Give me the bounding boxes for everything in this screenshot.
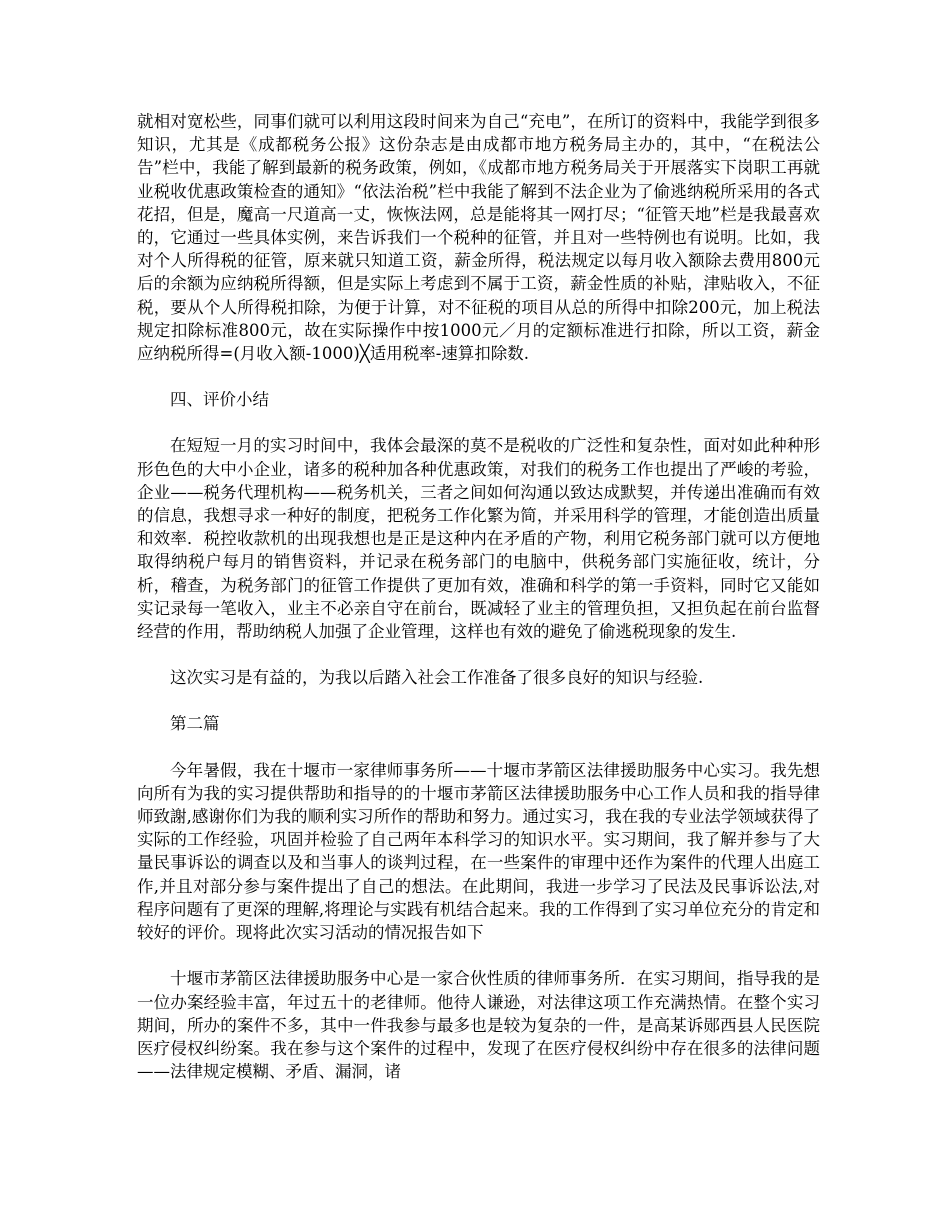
paragraph-gap	[137, 944, 820, 967]
section-heading-evaluation: 四、评价小结	[170, 390, 269, 410]
paragraph-evaluation-summary: 在短短一月的实习时间中，我体会最深的莫不是税收的广泛性和复杂性，面对如此种种形形色色的大中小企业，诸多的税种加各种优惠政策，对我们的税务工作也提出了严峻的考验，企业——税务代理机构——税务机关，三者之间如何沟通以致达成默契，并传递出准确而有效的信息，我想寻求一种好的制度，把税务工作化繁为简，并采用科学的管理，才能创造出质量和效率．税控收款机的出现我想也是正是这种内在矛盾的产物，利用它税务部门就可以方便地取得纳税户每月的销售资料，并记录在税务部门的电脑中，供税务部门实施征收，统计，分析，稽查，为税务部门的征管工作提供了更加有效，准确和科学的第一手资料，同时它又能如实记录每一笔收入，业主不必亲自守在前台，既减轻了业主的管理负担，又担负起在前台监督经营的作用，帮助纳税人加强了企业管理，这样也有效的避免了偷逃税现象的发生.	[137, 436, 820, 642]
paragraph-gap	[137, 643, 820, 666]
paragraph-conclusion: 这次实习是有益的，为我以后踏入社会工作准备了很多良好的知识与经验.	[170, 668, 704, 688]
paragraph-gap	[137, 411, 820, 434]
paragraph-tax-study: 就相对宽松些，同事们就可以利用这段时间来为自己“充电”，在所订的资料中，我能学到很多知识，尤其是《成都税务公报》这份杂志是由成都市地方税务局主办的，其中，“在税法公告”栏中，我能了解到最新的税务政策，例如，《成都市地方税务局关于开展落实下岗职工再就业税收优惠政策检查的通知》“依法治税”栏中我能了解到不法企业为了偷逃纳税所采用的各式花招，但是，魔高一尺道高一丈，恢恢法网，总是能将其一网打尽；“征管天地”栏是我最喜欢的，它通过一些具体实例，来告诉我们一个税种的征管，并且对一些特例也有说明。比如，我对个人所得税的征管，原来就只知道工资，薪金所得，税法规定以每月收入额除去费用800元后的余额为应纳税所得额，但是实际上考虑到不属于工资，薪金性质的补贴，津贴收入，不征税，要从个人所得税扣除，为便于计算，对不征税的项目从总的所得中扣除200元，加上税法规定扣除标准800元，故在实际操作中按1000元／月的定额标准进行扣除，所以工资，薪金应纳税所得=(月收入额-1000)╳适用税率-速算扣除数.	[137, 112, 820, 364]
paragraph-gap	[137, 689, 820, 712]
document-page	[137, 110, 820, 1083]
section-heading-part-two: 第二篇	[170, 714, 220, 734]
paragraph-gap	[137, 736, 820, 759]
paragraph-internship-intro: 今年暑假，我在十堰市一家律师事务所——十堰市茅箭区法律援助服务中心实习。我先想向所有为我的实习提供帮助和指导的的十堰市茅箭区法律援助服务中心工作人员和我的指导律师致謝,感谢你们为我的顺利实习所作的帮助和努力。通过实习，我在我的专业法学领域获得了实际的工作经验，巩固并检验了自己两年本科学习的知识水平。实习期间，我了解并参与了大量民事诉讼的调查以及和当事人的谈判过程，在一些案件的审理中还作为案件的代理人出庭工作,并且对部分参与案件提出了自己的想法。在此期间，我进一步学习了民法及民事诉讼法,对程序问题有了更深的理解,将理论与实践有机结合起来。我的工作得到了实习单位充分的肯定和较好的评价。现将此次实习活动的情况报告如下	[137, 760, 820, 943]
paragraph-gap	[137, 365, 820, 388]
paragraph-law-firm: 十堰市茅箭区法律援助服务中心是一家合伙性质的律师事务所．在实习期间，指导我的是一位办案经验丰富，年过五十的老律师。他待人谦逊，对法律这项工作充满热情。在整个实习期间，所办的案件不多，其中一件我参与最多也是较为复杂的一件，是高某诉郧西县人民医院医疗侵权纠纷案。我在参与这个案件的过程中，发现了在医疗侵权纠纷中存在很多的法律问题——法律规定模糊、矛盾、漏洞，诸	[137, 969, 820, 1082]
